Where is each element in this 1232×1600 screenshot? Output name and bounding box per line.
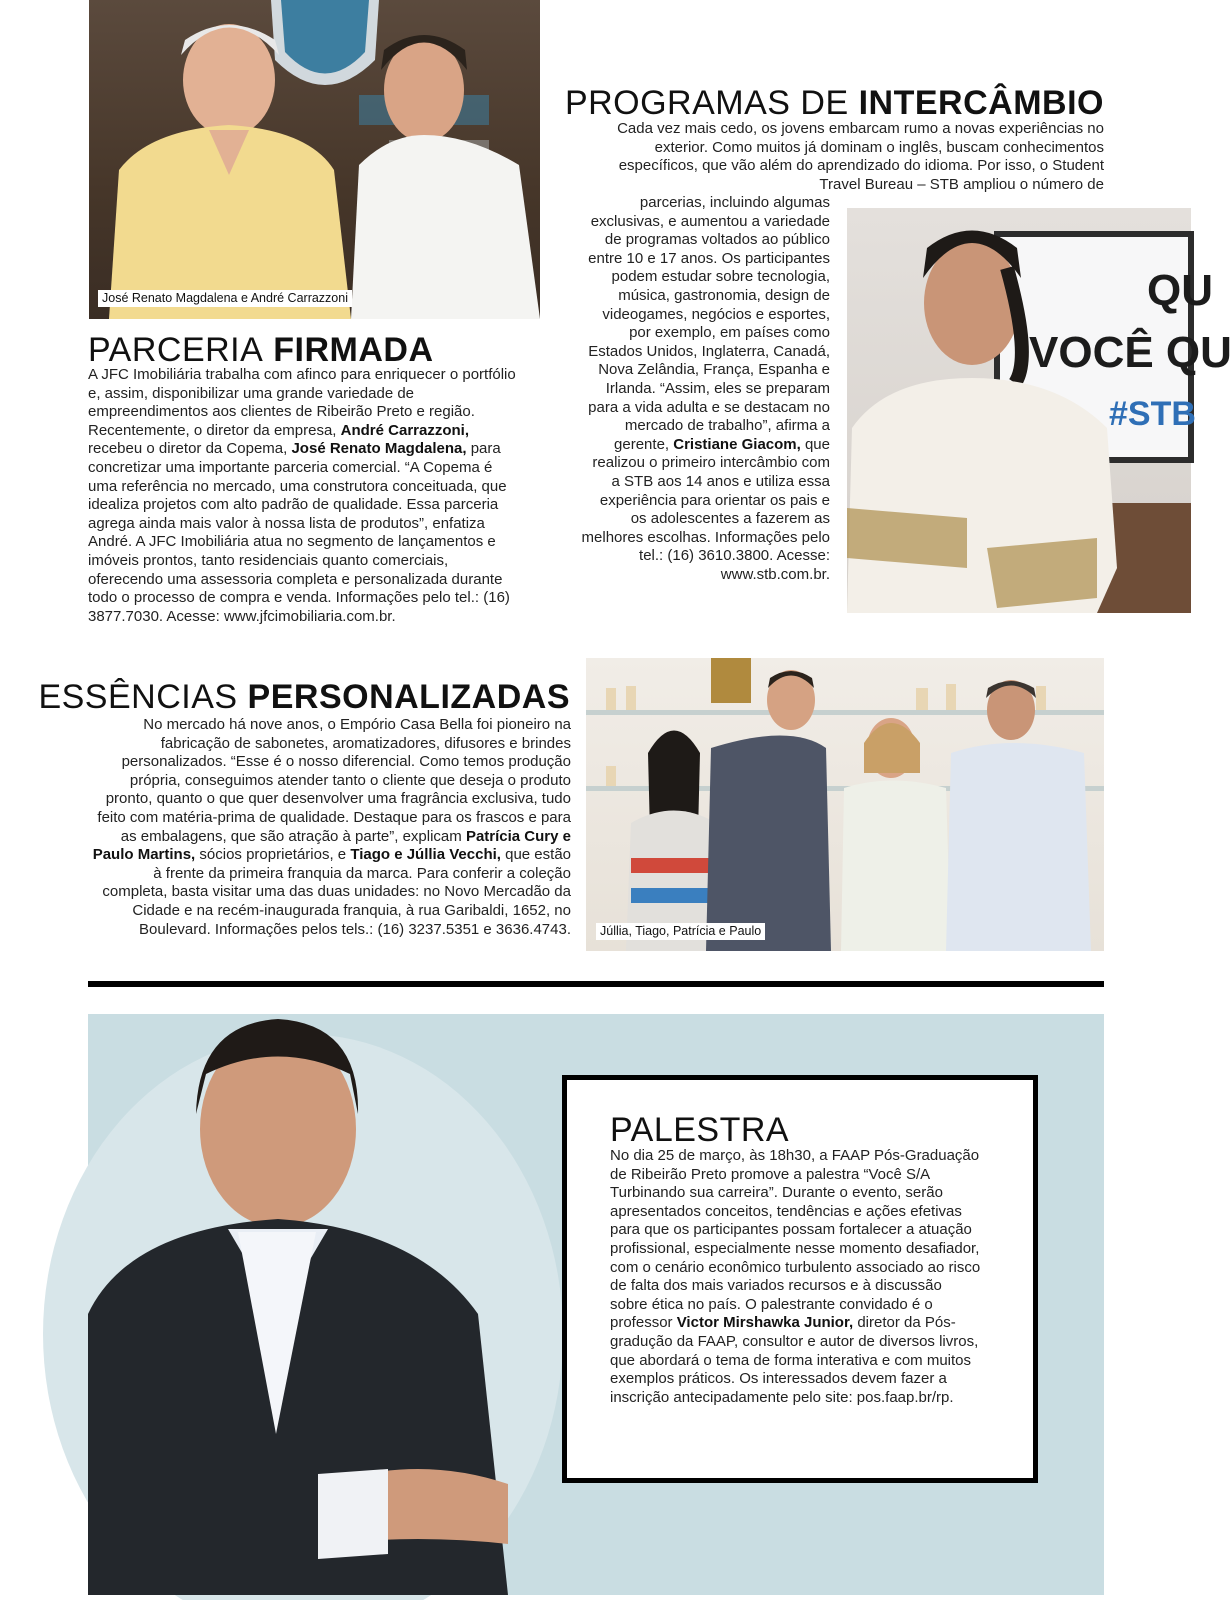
intercambio-title-light: PROGRAMAS DE xyxy=(564,84,849,122)
photo-essencias-illustration xyxy=(586,658,1104,951)
parceria-bold-2: José Renato Magdalena, xyxy=(291,440,467,458)
essencias-body xyxy=(90,716,571,939)
section-divider xyxy=(88,981,1104,987)
stb-screen-line3: #STB xyxy=(1109,395,1196,433)
photo-parceria xyxy=(89,0,540,319)
palestra-text-2: diretor da Pós-gradução da FAAP, consultor e autor de diversos livros, que abordará o tema de forma interativa e com muitos exemplos práticos. Os interessados devem fazer a inscrição antecipadamente pelo site: pos.faap.br/rp. xyxy=(610,1314,979,1406)
essencias-bold-1: Patrícia Cury e Paulo Martins, xyxy=(92,827,571,864)
parceria-headline xyxy=(88,332,434,368)
photo-intercambio xyxy=(847,208,1232,613)
stb-screen-line2: VOCÊ QU xyxy=(1029,328,1232,377)
intercambio-text-2: que realizou o primeiro intercâmbio com a STB aos 14 anos e utiliza essa experiência para orientar os pais e os adolescentes a fazerem as melhores escolhas. Informações pelo tel.: (16) 3610.3800. Acesse: www.stb.com.br. xyxy=(581,435,830,583)
parceria-title-bold: FIRMADA xyxy=(273,331,434,369)
photo-palestra-speaker xyxy=(88,1014,518,1595)
essencias-text-3: que estão à frente da primeira franquia da marca. Para conferir a coleção completa, basta visitar uma das duas unidades: no Novo Mercadão da Cidade e na recém-inaugurada franquia, à rua Garibaldi, 1652, no Boulevard. Informações pelos tels.: (16) 3237.5351 e 3636.4743. xyxy=(102,846,571,938)
parceria-text-1: A JFC Imobiliária trabalha com afinco para enriquecer o portfólio e, assim, disponibilizar uma grande variedade de empreendimentos aos clientes de Ribeirão Preto e região. Recentemente, o diretor da empresa, xyxy=(88,366,516,439)
intercambio-body-top: Cada vez mais cedo, os jovens embarcam rumo a novas experiências no exterior. Como muitos já dominam o inglês, buscam conhecimentos específicos, que vão além do aprendizado do idioma. Por isso, o Student Travel Bureau – STB ampliou o número de xyxy=(617,120,1104,193)
essencias-title-bold: PERSONALIZADAS xyxy=(247,678,570,716)
essencias-headline xyxy=(38,679,570,715)
essencias-text-1: No mercado há nove anos, o Empório Casa Bella foi pioneiro na fabricação de sabonetes, aromatizadores, difusores e brindes personalizados. “Esse é o nosso diferencial. Como temos produção própria, conseguimos atender tanto o cliente que deseja o produto pronto, quanto o que quer desenvolver uma fragrância exclusiva, tudo feito com matéria-prima de qualidade. Destaque para os frascos e para as embalagens, que são atração à parte”, explicam xyxy=(97,716,571,845)
parceria-text-3: para concretizar uma importante parceria comercial. “A Copema é uma referência no mercado, uma construtora conceituada, que idealiza projetos com alto padrão de qualidade. Essa parceria agrega ainda mais valor à nossa lista de produtos”, enfatiza André. A JFC Imobiliária atua no segmento de lançamentos e imóveis prontos, tanto residenciais quanto comerciais, oferecendo uma assessoria completa e personalizada durante todo o processo de compra e venda. Informações pelo tel.: (16) 3877.7030. Acesse: www.jfcimobiliaria.com.br. xyxy=(88,440,510,625)
photo-palestra-illustration xyxy=(88,1014,518,1595)
photo-parceria-illustration xyxy=(89,0,540,319)
parceria-text-2: recebeu o diretor da Copema, xyxy=(88,440,288,458)
palestra-text-1: No dia 25 de março, às 18h30, a FAAP Pós-Graduação de Ribeirão Preto promove a palestra “Você S/A Turbinando sua carreira”. Durante o evento, serão apresentados conceitos, tendências e ações efetivas para que os participantes possam fortalecer a atuação profissional, especialmente nesse momento desafiador, com o cenário econômico turbulento associado ao risco de falta dos mais variados recursos e à discussão sobre ética no país. O palestrante convidado é o professor xyxy=(610,1147,981,1332)
intercambio-body-main xyxy=(580,194,830,584)
parceria-body xyxy=(88,366,520,626)
parceria-title-light: PARCERIA xyxy=(88,331,264,369)
intercambio-title-bold: INTERCÂMBIO xyxy=(858,84,1104,122)
palestra-title: PALESTRA xyxy=(610,1111,790,1149)
parceria-bold-1: André Carrazzoni, xyxy=(340,421,469,439)
stb-screen-line1: QU xyxy=(1147,266,1213,315)
essencias-title-light: ESSÊNCIAS xyxy=(38,678,238,716)
essencias-bold-2: Tiago e Júllia Vecchi, xyxy=(350,846,501,864)
palestra-bold-1: Victor Mirshawka Junior, xyxy=(676,1314,854,1332)
intercambio-headline xyxy=(565,85,1104,121)
intercambio-text-1: parcerias, incluindo algumas exclusivas, e aumentou a variedade de programas voltados ao público entre 10 e 17 anos. Os participantes podem estudar sobre tecnologia, música, gastronomia, design de videogames, negócios e esportes, por exemplo, em países como Estados Unidos, Inglaterra, Canadá, Nova Zelândia, França, Espanha e Irlanda. “Assim, eles se preparam para a vida adulta e se destacam no mercado de trabalho”, afirma a gerente, xyxy=(588,194,830,453)
photo-parceria-caption: José Renato Magdalena e André Carrazzoni xyxy=(98,290,352,307)
intercambio-bold-1: Cristiane Giacom, xyxy=(673,435,801,453)
palestra-headline xyxy=(610,1112,789,1148)
palestra-body xyxy=(610,1147,982,1407)
essencias-text-2: sócios proprietários, e xyxy=(199,846,347,864)
photo-essencias-caption: Júllia, Tiago, Patrícia e Paulo xyxy=(596,923,765,940)
photo-essencias xyxy=(586,658,1104,951)
